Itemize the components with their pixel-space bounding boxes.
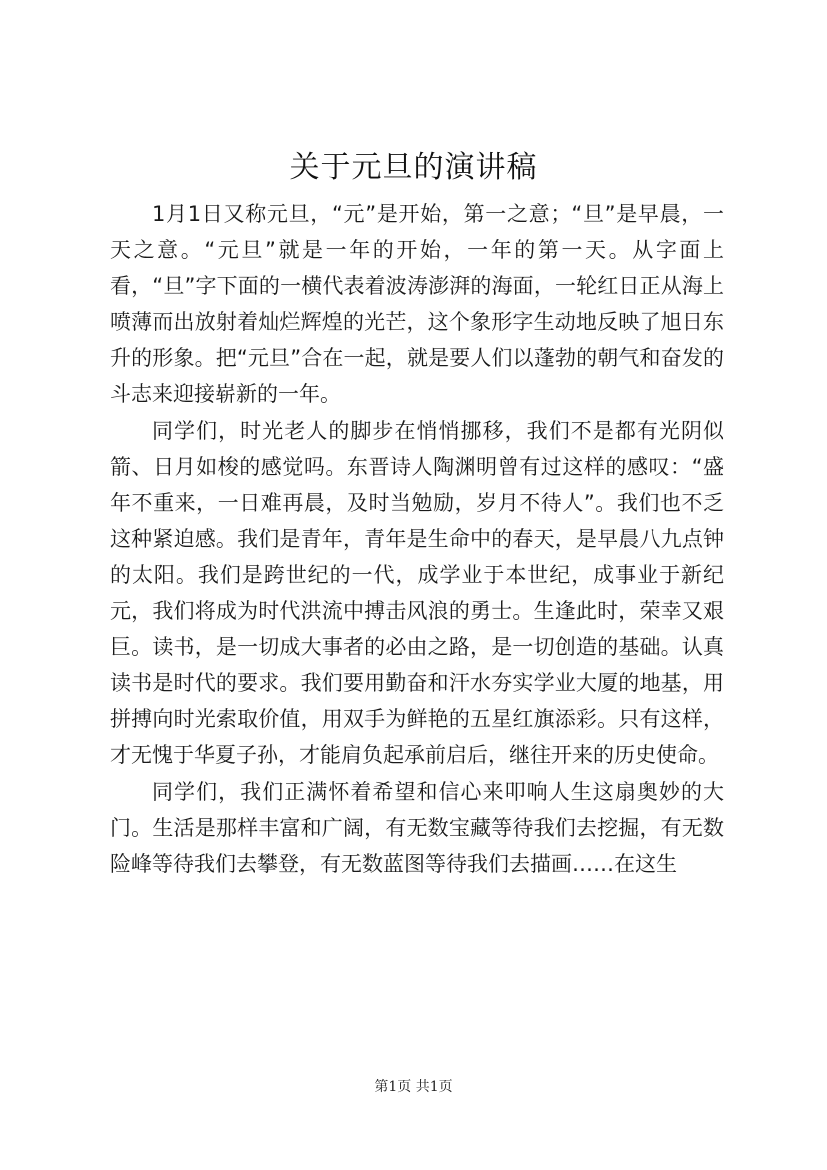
paragraph-3: 同学们，我们正满怀着希望和信心来叩响人生这扇奥妙的大门。生活是那样丰富和广阔，有无数宝藏等待我们去挖掘，有无数险峰等待我们去攀登，有无数蓝图等待我们去描画……在这生 <box>110 779 724 876</box>
paragraph-2: 同学们，时光老人的脚步在悄悄挪移，我们不是都有光阴似箭、日月如梭的感觉吗。东晋诗人陶渊明曾有过这样的感叹：“盛年不重来，一日难再晨，及时当勉励，岁月不待人”。我们也不乏这种紧迫感。我们是青年，青年是生命中的春天，是早晨八九点钟的太阳。我们是跨世纪的一代，成学业于本世纪，成事业于新纪元，我们将成为时代洪流中搏击风浪的勇士。生逢此时，荣幸又艰巨。读书，是一切成大事者的必由之路，是一切创造的基础。认真读书是时代的要求。我们要用勤奋和汗水夯实学业大厦的地基，用拼搏向时光索取价值，用双手为鲜艳的五星红旗添彩。只有这样，才无愧于华夏子孙，才能肩负起承前启后，继往开来的历史使命。 <box>110 418 724 768</box>
paragraph-1: 1月1日又称元旦，“元”是开始，第一之意；“旦”是早晨，一天之意。“元旦”就是一年的开始，一年的第一天。从字面上看，“旦”字下面的一横代表着波涛澎湃的海面，一轮红日正从海上喷薄而出放射着灿烂辉煌的光芒，这个象形字生动地反映了旭日东升的形象。把“元旦”合在一起，就是要人们以蓬勃的朝气和奋发的斗志来迎接崭新的一年。 <box>110 202 724 407</box>
page-number-footer: 第1页 共1页 <box>374 1079 453 1095</box>
document-title: 关于元旦的演讲稿 <box>289 150 538 185</box>
document-body <box>110 196 724 882</box>
